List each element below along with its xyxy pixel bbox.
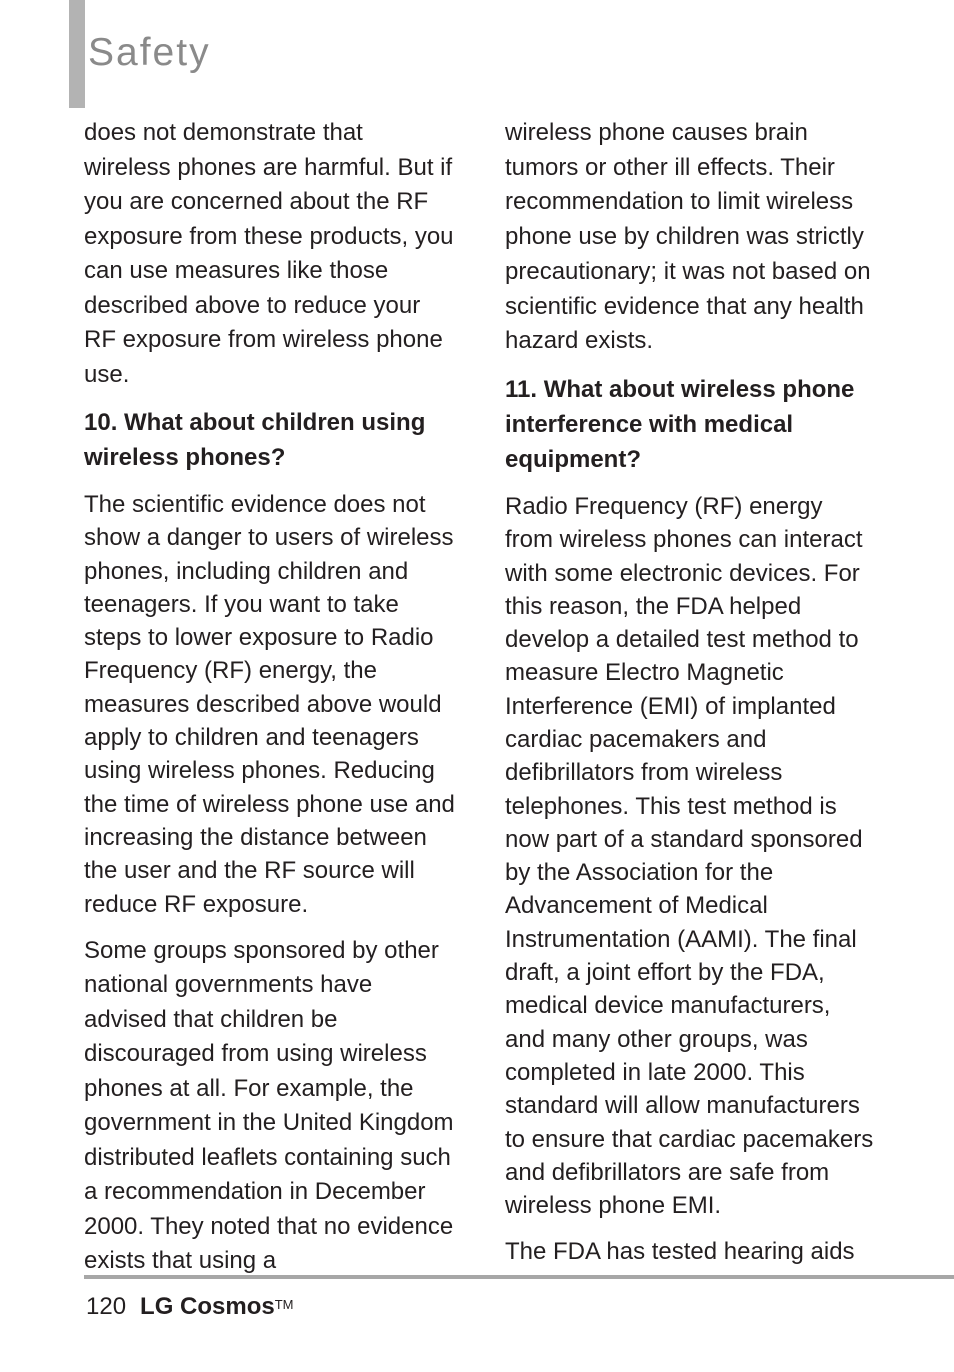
question-10-paragraph-2: Some groups sponsored by other national governments have advised that children be discouraged from using wireless phones at all. For example, the government in the United Kingdom distributed leaflets containing such a recommendation in December 2000. They noted that no evidence exists that using a: [84, 936, 454, 1275]
question-11-paragraph-2: The FDA has tested hearing aids: [505, 1238, 855, 1266]
left-column: [84, 116, 456, 1292]
trademark-symbol: TM: [274, 1297, 294, 1312]
continued-paragraph: wireless phone causes brain tumors or other ill effects. Their recommendation to limit wireless phone use by children was strictly precautionary; it was not based on scientific evidence that any health hazard exists.: [505, 119, 871, 355]
product-name: LG Cosmos: [140, 1293, 275, 1320]
intro-paragraph: does not demonstrate that wireless phones are harmful. But if you are concerned about the RF exposure from these products, you can use measures like those described above to reduce your RF exposure from wireless phone use.: [84, 119, 454, 388]
question-10-paragraph-1: The scientific evidence does not show a danger to users of wireless phones, including children and teenagers. If you want to take steps to lower exposure to Radio Frequency (RF) energy, the measures described above would apply to children and teenagers using wireless phones. Reducing the time of wireless phone use and increasing the distance between the user and the RF source will reduce RF exposure.: [84, 491, 455, 918]
question-11-heading: 11. What about wireless phone interference with medical equipment?: [505, 375, 855, 473]
right-column: [505, 116, 877, 1282]
page-footer: [86, 1290, 294, 1324]
section-tab-bar: [69, 0, 85, 108]
footer-divider: [84, 1275, 954, 1279]
section-title: Safety: [88, 31, 211, 74]
page-number: 120: [86, 1293, 127, 1320]
question-10-heading: 10. What about children using wireless phones?: [84, 409, 426, 471]
question-11-paragraph-1: Radio Frequency (RF) energy from wireless phones can interact with some electronic devices. For this reason, the FDA helped develop a detailed test method to measure Electro Magnetic Interference (EMI) of implanted cardiac pacemakers and defibrillators from wireless telephones. This test method is now part of a standard sponsored by the Association for the Advancement of Medical Instrumentation (AAMI). The final draft, a joint effort by the FDA, medical device manufacturers, and many other groups, was completed in late 2000. This standard will allow manufacturers to ensure that cardiac pacemakers and defibrillators are safe from wireless phone EMI.: [505, 492, 874, 1220]
